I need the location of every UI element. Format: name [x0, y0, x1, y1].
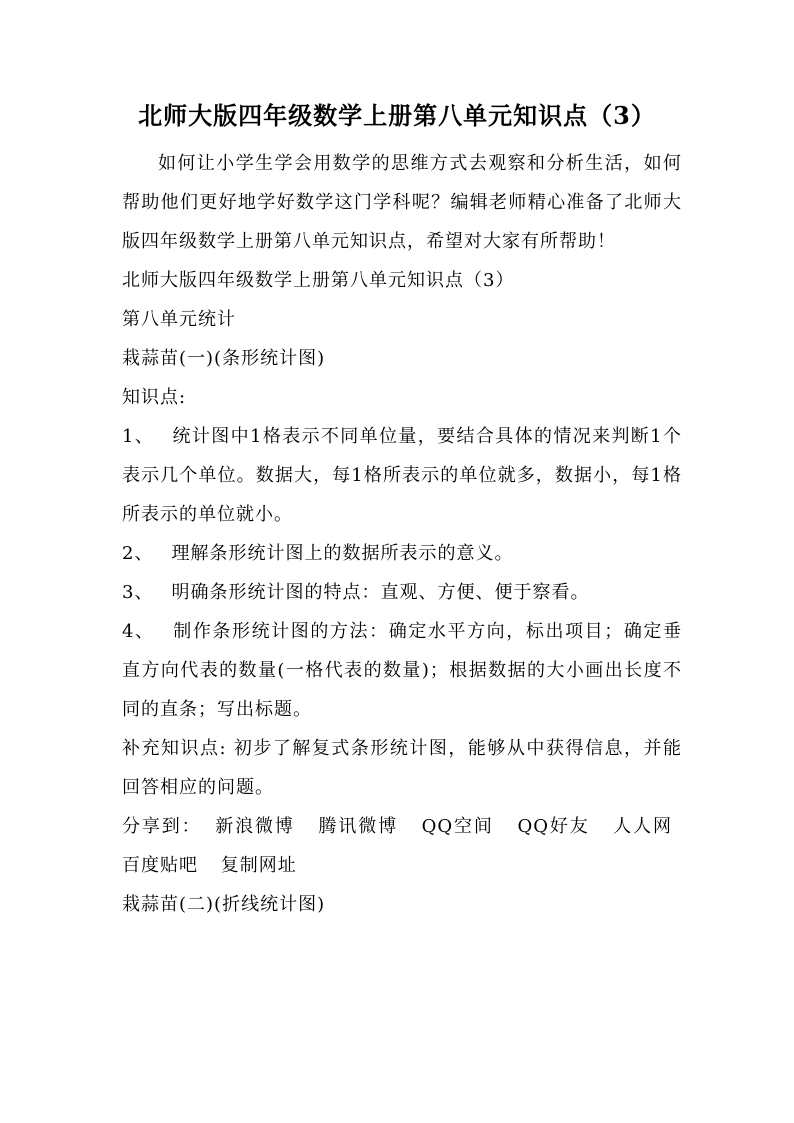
share-bar: [122, 807, 682, 885]
point-text: 理解条形统计图上的数据所表示的意义。: [171, 543, 514, 564]
copy-url-link[interactable]: 复制网址: [220, 855, 297, 876]
share-link-tieba[interactable]: 百度贴吧: [122, 855, 198, 876]
knowledge-label: 知识点:: [122, 387, 187, 408]
knowledge-point-4: [122, 612, 682, 729]
point-text: 统计图中1格表示不同单位量，要结合具体的情况来判断1个表示几个单位。数据大，每1格所表示的单位就多，数据小，每1格所表示的单位就小。: [122, 426, 682, 525]
point-number: 1、: [122, 426, 155, 447]
section-heading-2: 栽蒜苗(二)(折线统计图): [122, 894, 326, 915]
knowledge-point-1: [122, 417, 682, 534]
point-text: 明确条形统计图的特点：直观、方便、便于察看。: [171, 582, 590, 603]
point-number: 3、: [122, 582, 154, 603]
knowledge-point-2: [122, 534, 682, 573]
share-label: 分享到：: [122, 816, 202, 837]
share-link-renren[interactable]: 人人网: [613, 816, 673, 837]
document-title: 北师大版四年级数学上册第八单元知识点（3）: [138, 101, 656, 130]
share-link-tencent-weibo[interactable]: 腾讯微博: [318, 816, 398, 837]
document-body: [122, 144, 682, 924]
share-link-weibo[interactable]: 新浪微博: [215, 816, 295, 837]
point-number: 2、: [122, 543, 154, 564]
point-number: 4、: [122, 621, 155, 642]
share-link-qzone[interactable]: QQ空间: [421, 816, 494, 837]
intro-paragraph: 如何让小学生学会用数学的思维方式去观察和分析生活，如何帮助他们更好地学好数学这门学科呢？编辑老师精心准备了北师大版四年级数学上册第八单元知识点，希望对大家有所帮助！: [122, 153, 682, 252]
supplement-paragraph: 补充知识点: 初步了解复式条形统计图，能够从中获得信息，并能回答相应的问题。: [122, 738, 682, 798]
knowledge-point-3: [122, 573, 682, 612]
unit-heading: 第八单元统计: [122, 309, 236, 330]
share-link-qq-friend[interactable]: QQ好友: [517, 816, 590, 837]
point-text: 制作条形统计图的方法：确定水平方向，标出项目；确定垂直方向代表的数量(一格代表的数量)；根据数据的大小画出长度不同的直条；写出标题。: [122, 621, 683, 720]
section-heading-1: 栽蒜苗(一)(条形统计图): [122, 348, 326, 369]
subtitle-line: 北师大版四年级数学上册第八单元知识点（3）: [122, 270, 515, 291]
